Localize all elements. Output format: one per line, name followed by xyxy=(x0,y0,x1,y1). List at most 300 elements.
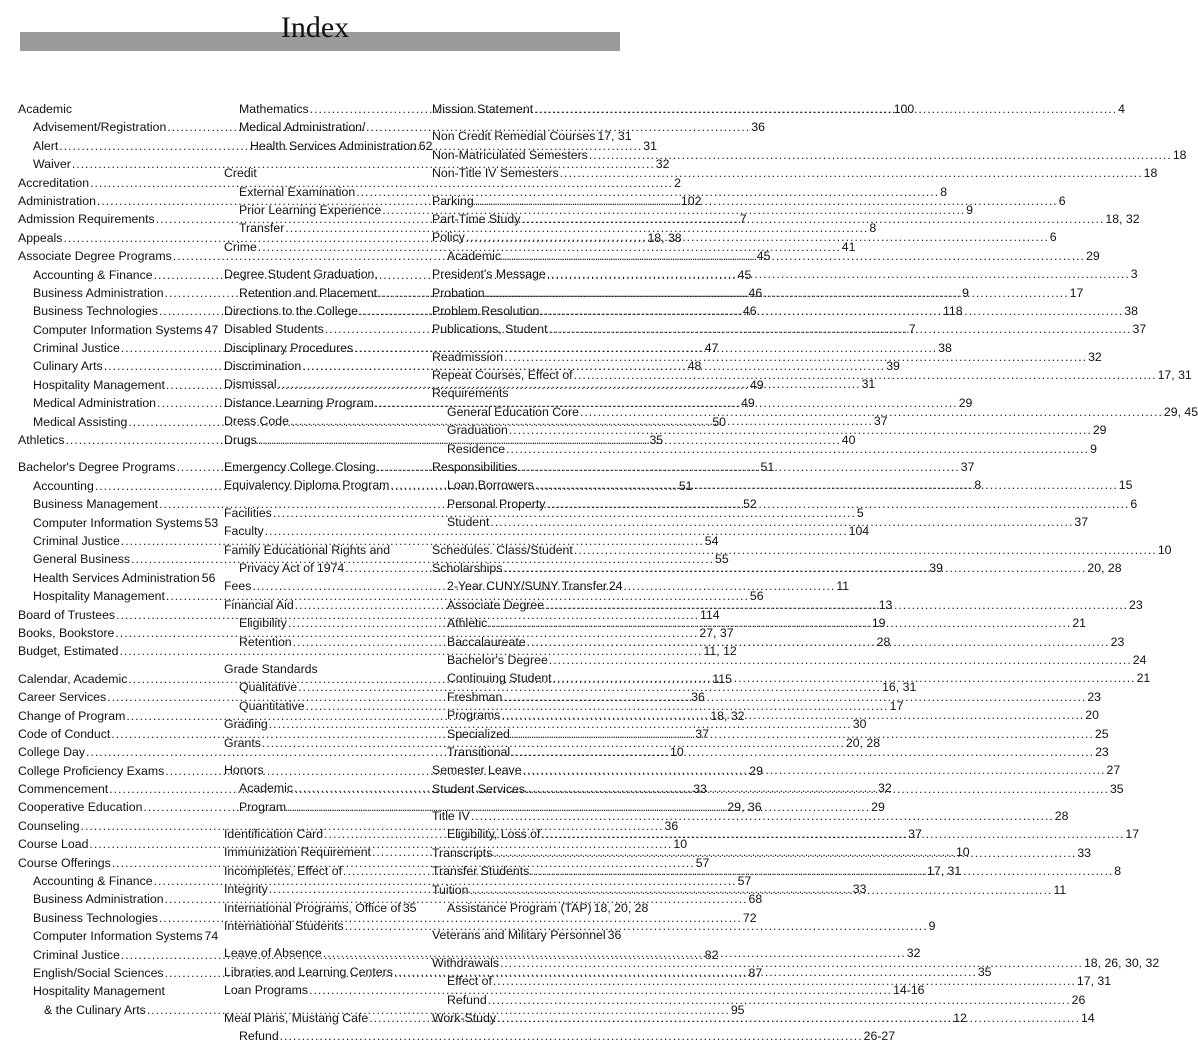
page-number: 20, 28 xyxy=(845,735,881,750)
index-term: Title IV xyxy=(432,809,470,824)
page-number: 39 xyxy=(886,359,900,374)
index-term: Associate Degree xyxy=(447,597,545,612)
index-term: Credit xyxy=(224,166,257,181)
page-number: 17, 31 xyxy=(1076,974,1112,989)
page-number: 57 xyxy=(695,855,710,870)
dot-leader xyxy=(589,146,1172,164)
index-term: Course Load xyxy=(18,837,89,852)
index-entry xyxy=(18,982,205,1000)
index-term: Responsibilities xyxy=(432,460,518,475)
page-number: 19 xyxy=(871,616,886,631)
page-number: 17 xyxy=(1069,285,1084,300)
index-term: Personal Property xyxy=(447,496,546,511)
page-number: 32 xyxy=(1088,349,1102,364)
dot-leader xyxy=(560,164,1143,182)
page-title: Index xyxy=(280,11,350,44)
page-number: 36 xyxy=(607,928,622,943)
page-number: 9 xyxy=(966,202,974,217)
index-term: Grading xyxy=(224,717,268,732)
index-term: Grade Standards xyxy=(224,661,318,676)
index-entry xyxy=(432,899,649,917)
page-number: 29 xyxy=(1092,423,1107,438)
index-term: Commencement xyxy=(18,782,109,797)
page-number: 33 xyxy=(852,882,867,897)
index-term: Medical Administration/ xyxy=(239,120,366,135)
page-number: 12 xyxy=(953,1010,967,1025)
index-term: Accounting xyxy=(33,478,94,493)
index-entry xyxy=(432,127,632,145)
dot-leader xyxy=(488,991,1071,1009)
page-number: 28 xyxy=(876,634,891,649)
page-number: 38 xyxy=(938,340,952,355)
page-number: 10 xyxy=(1157,542,1172,557)
dot-leader xyxy=(506,440,1089,458)
index-term: Student Services xyxy=(432,781,525,796)
page-number: 32 xyxy=(655,157,670,172)
index-term: External Examination xyxy=(239,184,356,199)
page-number: 51 xyxy=(678,478,693,493)
index-term: Transfer xyxy=(239,221,285,236)
index-term: Board of Trustees xyxy=(18,607,116,622)
page-number: 20 xyxy=(1085,708,1099,723)
index-term: Alert xyxy=(33,138,59,153)
page-number: 28 xyxy=(1054,809,1069,824)
index-term: College Proficiency Exams xyxy=(18,763,165,778)
page-number: 37 xyxy=(695,726,709,741)
index-term: Academic xyxy=(239,781,293,796)
index-term: Counseling xyxy=(18,818,80,833)
index-term: Part-Time Study xyxy=(432,211,521,226)
index-term: International Students xyxy=(224,919,344,934)
index-term: Immunization Requirement xyxy=(224,845,371,860)
index-term: Programs xyxy=(447,708,501,723)
index-term: Computer Information Systems xyxy=(33,929,203,944)
page-number: 23 xyxy=(1087,689,1102,704)
index-term: Mathematics xyxy=(239,102,309,116)
page-number: 38 xyxy=(1124,303,1138,318)
index-term: Integrity xyxy=(224,882,268,897)
index-entry xyxy=(18,321,219,339)
index-term: Admission Requirements xyxy=(18,212,155,227)
page-number: 10 xyxy=(673,837,688,852)
index-term: Parking xyxy=(432,193,474,208)
page-number: 8 xyxy=(1114,864,1122,879)
index-term: Degree Student Graduation, xyxy=(224,267,378,282)
page-number: 74 xyxy=(204,929,219,944)
index-term: Business Administration xyxy=(33,285,164,300)
page-number: 6 xyxy=(1049,230,1057,245)
page-number: 18, 38 xyxy=(647,230,682,245)
index-entry xyxy=(432,384,620,402)
page-number: 33 xyxy=(693,782,707,797)
page-number: 9 xyxy=(962,285,969,300)
index-term: Veterans and Military Personnel xyxy=(432,928,606,943)
page-number: 41 xyxy=(841,239,856,254)
page-number: 23 xyxy=(1110,634,1125,649)
index-term: Scholarships xyxy=(432,560,503,575)
index-term: Incompletes, Effect of xyxy=(224,863,343,878)
dot-leader xyxy=(466,228,1049,246)
page-number: 52 xyxy=(743,497,757,512)
index-term: Libraries and Learning Centers xyxy=(224,964,393,979)
dot-leader xyxy=(497,1009,1080,1027)
index-term: Books, Bookstore xyxy=(18,625,115,640)
page-number: 68 xyxy=(748,892,763,907)
page-number: 10 xyxy=(955,845,970,860)
dot-leader xyxy=(469,881,1052,899)
page-number: 8 xyxy=(974,478,982,493)
dot-leader xyxy=(545,596,1128,614)
page-number: 17, 31 xyxy=(927,863,962,878)
page-number: 36 xyxy=(664,818,679,833)
page-number: 49 xyxy=(749,377,764,392)
index-term: Cooperative Education xyxy=(18,800,143,815)
index-term: Business Administration xyxy=(33,892,164,907)
index-term: Probation xyxy=(432,285,485,300)
index-term: Withdrawals xyxy=(432,955,499,970)
dot-leader xyxy=(549,320,1132,338)
page-number: 31 xyxy=(861,377,876,392)
dot-leader xyxy=(493,972,1076,990)
index-entry xyxy=(432,210,1140,228)
index-term: Transitional xyxy=(447,744,511,759)
index-term: Problem Resolution xyxy=(432,303,540,318)
dot-leader xyxy=(503,688,1086,706)
index-term: Refund xyxy=(447,992,487,1007)
index-term: Student xyxy=(447,515,490,530)
page-number: 29, 45 xyxy=(1163,404,1198,419)
index-term: Repeat Courses, Effect of xyxy=(432,368,573,383)
page-number: 102 xyxy=(680,193,702,208)
index-term: Specialized xyxy=(447,726,510,741)
index-term: Program xyxy=(239,799,287,814)
index-term: Accounting & Finance xyxy=(33,874,153,889)
index-term: & the Culinary Arts xyxy=(44,1002,146,1017)
index-entry xyxy=(224,118,412,136)
index-term: Work-Study xyxy=(432,1010,497,1025)
index-entry xyxy=(18,514,219,532)
page-number: 4 xyxy=(1118,102,1125,116)
page-number: 55 xyxy=(715,552,729,567)
page-number: 10 xyxy=(669,745,684,760)
page-number: 27 xyxy=(1106,763,1121,778)
dot-leader xyxy=(530,862,1113,880)
index-term: Culinary Arts xyxy=(33,359,103,374)
index-term: Administration xyxy=(18,193,96,208)
index-entry xyxy=(224,265,412,283)
dot-leader xyxy=(475,192,1058,210)
index-entry xyxy=(224,899,417,917)
index-entry xyxy=(432,991,1086,1009)
index-term: Fees xyxy=(224,579,252,594)
page-number: 56 xyxy=(201,570,216,585)
index-term: Business Technologies xyxy=(33,304,158,319)
page-number: 47 xyxy=(204,322,219,337)
page-number: 46 xyxy=(742,304,757,319)
page-number: 7 xyxy=(739,212,747,227)
index-term: Athletics xyxy=(18,433,65,448)
page-number: 29 xyxy=(958,395,973,410)
page-number: 14-16 xyxy=(893,983,925,998)
index-term: Assistance Program (TAP) xyxy=(447,901,592,916)
page-number: 39 xyxy=(929,560,943,575)
index-term: Facilities xyxy=(224,505,272,520)
index-term: Refund xyxy=(239,1028,279,1043)
index-term: Requirements xyxy=(432,386,509,401)
index-term: Equivalency Diploma Program xyxy=(224,478,390,493)
page-number: 45 xyxy=(737,267,752,282)
index-term: Privacy Act of 1974 xyxy=(239,560,345,575)
page-number: 37 xyxy=(873,414,888,429)
index-term: Drugs xyxy=(224,432,257,447)
index-entry xyxy=(18,569,216,587)
dot-leader xyxy=(504,348,1087,366)
index-entry xyxy=(18,155,670,173)
index-term: Distance Learning Program xyxy=(224,395,374,410)
index-term: Transfer Students xyxy=(432,864,530,879)
index-term: Budget, Estimated xyxy=(18,644,119,659)
index-term: Discrimination xyxy=(224,359,302,374)
index-term: Family Educational Rights and xyxy=(224,542,391,557)
index-term: Publications, Student xyxy=(432,322,548,337)
dot-leader xyxy=(503,559,1086,577)
index-entry xyxy=(432,458,620,476)
page-number: 62 xyxy=(418,138,433,153)
index-entry xyxy=(432,146,1187,164)
index-term: Tuition xyxy=(432,882,469,897)
index-term: Appeals xyxy=(18,230,63,245)
dot-leader xyxy=(553,669,1136,687)
index-term: Academic xyxy=(18,102,72,116)
page-number: 18, 32 xyxy=(710,708,745,723)
dot-leader xyxy=(523,761,1106,779)
dot-leader xyxy=(486,284,1069,302)
index-term: Hospitality Management xyxy=(33,984,165,999)
index-entry xyxy=(432,541,1172,559)
index-term: Calendar, Academic xyxy=(18,671,128,686)
index-term: Medical Assisting xyxy=(33,414,128,429)
page-number: 49 xyxy=(741,396,755,411)
index-entry xyxy=(432,513,1089,531)
dot-leader xyxy=(511,725,1094,743)
page-number: 13 xyxy=(878,597,893,612)
page-number: 26-27 xyxy=(863,1028,896,1043)
index-term: Bachelor's Degree Programs xyxy=(18,460,176,475)
index-term: Quantitative xyxy=(239,698,305,713)
page-number: 32 xyxy=(906,946,921,961)
index-term: 2-Year CUNY/SUNY Transfer xyxy=(447,579,607,594)
page-number: 104 xyxy=(848,524,870,539)
page-number: 29, 36 xyxy=(727,800,762,815)
dot-leader xyxy=(574,541,1157,559)
index-term: Emergency College Closing xyxy=(224,460,376,475)
page-number: 24 xyxy=(608,579,623,594)
page-number: 40 xyxy=(841,432,856,447)
dot-leader xyxy=(580,403,1163,421)
index-term: Hospitality Management xyxy=(33,377,165,392)
page-number: 35 xyxy=(649,433,664,448)
index-entry xyxy=(224,1027,896,1045)
page-number: 26 xyxy=(1071,992,1086,1007)
index-term: Disabled Students xyxy=(224,322,324,337)
index-term: Leave of Absence xyxy=(224,946,322,961)
index-term: Advisement/Registration xyxy=(33,120,167,135)
page-number: 115 xyxy=(712,671,732,686)
index-term: Qualitative xyxy=(239,680,298,695)
page-number: 82 xyxy=(704,947,719,962)
page-number: 17, 31 xyxy=(1157,368,1192,383)
index-term: Continuing Student xyxy=(447,671,552,686)
index-entry xyxy=(18,927,219,945)
page-number: 32 xyxy=(877,781,892,796)
page-number: 48 xyxy=(687,359,702,374)
index-entry xyxy=(224,137,433,155)
page-number: 46 xyxy=(748,285,763,300)
index-term: Health Services Administration xyxy=(33,570,200,585)
index-term: General Education Core xyxy=(447,404,579,419)
page-number: 17, 31 xyxy=(597,129,632,144)
index-term: Disciplinary Procedures xyxy=(224,340,354,355)
index-term: College Day xyxy=(18,745,85,760)
index-term: Hospitality Management xyxy=(33,589,165,604)
page-number: 36 xyxy=(691,690,705,705)
index-term: Loan Borrowers xyxy=(447,478,534,493)
page-number: 3 xyxy=(1130,267,1138,282)
index-term: Non-Title IV Semesters xyxy=(432,166,559,181)
dot-leader xyxy=(540,302,1123,320)
index-term: Athletic xyxy=(447,616,488,631)
index-term: Accounting & Finance xyxy=(33,267,153,282)
dot-leader xyxy=(509,421,1092,439)
page-number: 29 xyxy=(749,763,763,778)
page-number: 9 xyxy=(1090,441,1097,456)
page-number: 95 xyxy=(730,1002,745,1017)
index-term: Grants xyxy=(224,735,261,750)
page-number: 35 xyxy=(977,964,992,979)
index-term: Schedules. Class/Student xyxy=(432,542,573,557)
index-term: Retention xyxy=(239,634,292,649)
index-term: Mission Statement xyxy=(432,102,534,116)
index-entry xyxy=(224,219,877,237)
dot-leader xyxy=(574,366,1157,384)
page-number: 23 xyxy=(1095,744,1109,759)
dot-leader xyxy=(549,651,1132,669)
page-number: 37 xyxy=(1132,322,1147,337)
page-number: 72 xyxy=(742,910,757,925)
dot-leader xyxy=(521,210,1104,228)
index-term: Course Offerings xyxy=(18,855,111,870)
dot-leader xyxy=(546,495,1129,513)
index-term: Semester Leave xyxy=(432,763,522,778)
index-term: Computer Information Systems xyxy=(33,322,203,337)
index-term: Medical Administration xyxy=(33,396,157,411)
dot-leader xyxy=(527,633,1110,651)
index-term: Retention and Placement xyxy=(239,285,378,300)
page-number: 57 xyxy=(737,874,752,889)
index-term: Eligibility xyxy=(239,616,287,631)
dot-leader xyxy=(547,265,1130,283)
index-term: Policy xyxy=(432,230,465,245)
index-term: Academic xyxy=(447,248,501,263)
index-term: Non-Matriculated Semesters xyxy=(432,147,588,162)
page-number: 6 xyxy=(1130,496,1138,511)
index-term: General Business xyxy=(33,552,131,567)
index-term: Criminal Justice xyxy=(33,533,120,548)
index-term: Honors xyxy=(224,762,264,777)
index-term: Meal Plans, Mustang Cafe xyxy=(224,1010,369,1025)
dot-leader xyxy=(493,844,1076,862)
page-number: 8 xyxy=(940,184,948,199)
page-number: 31 xyxy=(643,138,657,153)
page-number: 20, 28 xyxy=(1087,560,1122,575)
page-number: 33 xyxy=(1077,845,1092,860)
page-number: 17 xyxy=(1125,827,1140,842)
index-term: Non Credit Remedial Courses xyxy=(432,129,596,144)
index-term: Readmission xyxy=(432,349,504,364)
index-term: Faculty xyxy=(224,524,264,539)
index-term: Transcripts xyxy=(432,845,493,860)
index-term: Criminal Justice xyxy=(33,341,120,356)
page-number: 56 xyxy=(749,589,764,604)
index-entry xyxy=(432,577,623,595)
page-number: 37 xyxy=(1074,515,1089,530)
page-number: 23 xyxy=(1129,597,1143,612)
page-number: 100 xyxy=(893,102,915,116)
page-number: 29 xyxy=(871,799,885,814)
dot-leader xyxy=(534,100,1117,118)
index-term: Loan Programs xyxy=(224,983,309,998)
index-term: Financial Aid xyxy=(224,597,294,612)
index-term: International Programs, Office of xyxy=(224,900,401,915)
index-term: Bachelor's Degree xyxy=(447,652,548,667)
index-term: Change of Program xyxy=(18,708,126,723)
index-term: Dismissal xyxy=(224,377,277,392)
index-term: Prior Learning Experience xyxy=(239,202,382,217)
index-entry xyxy=(18,100,205,118)
index-entry xyxy=(224,761,412,779)
page-number: 35 xyxy=(1109,781,1124,796)
dot-leader xyxy=(488,614,1071,632)
dot-leader xyxy=(511,743,1094,761)
page-number: 24 xyxy=(1132,652,1147,667)
dot-leader xyxy=(526,780,1109,798)
page-number: 11 xyxy=(1053,882,1067,897)
index-term: Business Management xyxy=(33,497,159,512)
index-term: Code of Conduct xyxy=(18,726,111,741)
page-number: 18, 32 xyxy=(1105,211,1140,226)
page-number: 87 xyxy=(748,965,763,980)
page-number: 35 xyxy=(402,900,417,915)
page-number: 9 xyxy=(928,919,936,934)
dot-leader xyxy=(502,247,1085,265)
page-number: 21 xyxy=(1136,671,1151,686)
page-number: 18, 20, 28 xyxy=(593,901,649,916)
dot-leader xyxy=(471,807,1054,825)
page-number: 37 xyxy=(908,827,922,842)
page-number: 18 xyxy=(1172,147,1187,162)
index-entry xyxy=(432,926,620,944)
index-entry xyxy=(432,320,1147,338)
index-term: Effect of xyxy=(447,974,492,989)
page-number: 27, 37 xyxy=(699,625,734,640)
page-number: 30 xyxy=(852,717,867,732)
dot-leader xyxy=(541,825,1124,843)
index-term: Business Technologies xyxy=(33,910,158,925)
index-term: English/Social Sciences xyxy=(33,965,164,980)
page-number: 7 xyxy=(908,322,916,337)
index-term: Residence xyxy=(447,441,506,456)
page-number: 29 xyxy=(1085,248,1100,263)
